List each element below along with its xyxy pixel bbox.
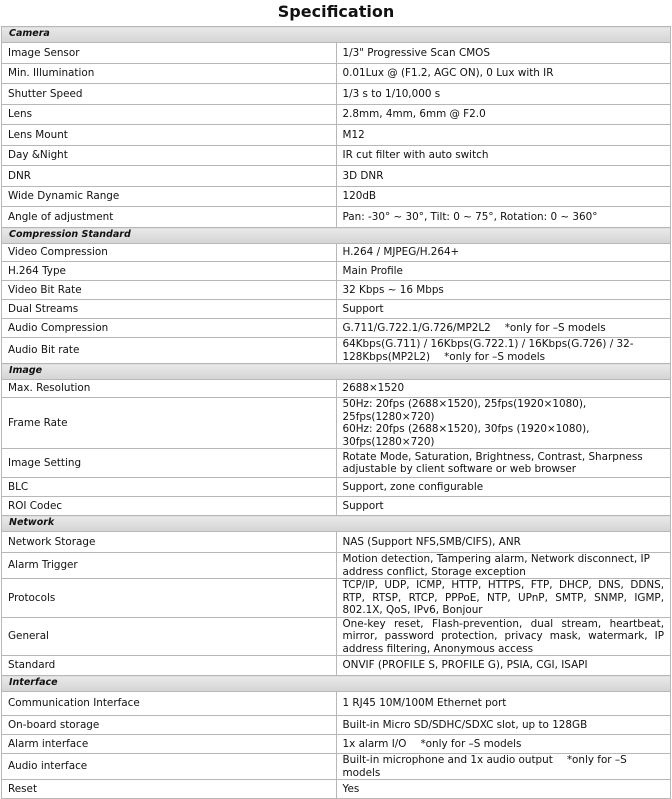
section-header-camera — [2, 27, 671, 43]
spec-value-cell — [336, 319, 671, 338]
spec-value: 1 RJ45 10M/100M Ethernet port — [342, 697, 507, 710]
spec-value: 0.01Lux @ (F1.2, AGC ON), 0 Lux with IR — [342, 67, 554, 80]
spec-value-cell — [336, 449, 671, 478]
spec-row — [2, 579, 671, 618]
spec-label: Angle of adjustment — [2, 207, 337, 228]
spec-label: Audio interface — [2, 754, 337, 780]
spec-row — [2, 617, 671, 656]
spec-value-cell — [336, 532, 671, 553]
spec-label: Dual Streams — [2, 300, 337, 319]
spec-label: Standard — [2, 656, 337, 676]
spec-label: DNR — [2, 166, 337, 187]
spec-label: Image Setting — [2, 449, 337, 478]
spec-value: Motion detection, Tampering alarm, Network disconnect, IP address conflict, Storage exception — [342, 553, 650, 578]
spec-value-cell — [336, 398, 671, 449]
spec-row — [2, 338, 671, 364]
spec-row — [2, 281, 671, 300]
spec-value-cell — [336, 43, 671, 64]
spec-row — [2, 656, 671, 676]
section-header-label: Image — [2, 364, 671, 380]
spec-value-cell — [336, 478, 671, 497]
spec-value-cell — [336, 262, 671, 281]
spec-label: Lens Mount — [2, 125, 337, 146]
section-header-label: Network — [2, 516, 671, 532]
section-header-interface — [2, 676, 671, 692]
spec-value-cell — [336, 338, 671, 364]
section-header-image — [2, 364, 671, 380]
spec-value-cell — [336, 617, 671, 656]
spec-row — [2, 319, 671, 338]
spec-value-cell — [336, 716, 671, 735]
spec-value: Support, zone configurable — [342, 480, 484, 493]
spec-value: Support — [342, 499, 384, 512]
spec-value-cell — [336, 187, 671, 207]
spec-label: Day &Night — [2, 146, 337, 166]
spec-label: Wide Dynamic Range — [2, 187, 337, 207]
spec-value-cell — [336, 754, 671, 780]
spec-value: IR cut filter with auto switch — [342, 149, 489, 162]
spec-row — [2, 754, 671, 780]
spec-label: Video Bit Rate — [2, 281, 337, 300]
spec-row — [2, 449, 671, 478]
spec-value: Support — [342, 302, 384, 315]
spec-row — [2, 146, 671, 166]
spec-label: Network Storage — [2, 532, 337, 553]
spec-value: 2688×1520 — [342, 382, 405, 395]
spec-row — [2, 125, 671, 146]
spec-row — [2, 398, 671, 449]
spec-label: Protocols — [2, 579, 337, 618]
spec-value: ONVIF (PROFILE S, PROFILE G), PSIA, CGI, ISAPI — [342, 659, 588, 672]
spec-value-cell — [336, 244, 671, 262]
spec-row — [2, 244, 671, 262]
spec-value-cell — [336, 692, 671, 716]
spec-row — [2, 692, 671, 716]
spec-value-cell — [336, 553, 671, 579]
spec-label: Shutter Speed — [2, 84, 337, 105]
spec-row — [2, 84, 671, 105]
spec-row — [2, 187, 671, 207]
spec-label: Video Compression — [2, 244, 337, 262]
spec-value: 3D DNR — [342, 169, 384, 182]
spec-label: Communication Interface — [2, 692, 337, 716]
spec-row — [2, 105, 671, 125]
spec-value: NAS (Support NFS,SMB/CIFS), ANR — [342, 535, 521, 548]
section-header-label: Camera — [2, 27, 671, 43]
spec-value: Main Profile — [342, 264, 403, 277]
spec-value-cell — [336, 105, 671, 125]
section-header-label: Compression Standard — [2, 228, 671, 244]
spec-row — [2, 380, 671, 398]
spec-row — [2, 207, 671, 228]
spec-row — [2, 532, 671, 553]
spec-value-cell — [336, 207, 671, 228]
spec-value: 2.8mm, 4mm, 6mm @ F2.0 — [342, 108, 486, 121]
spec-note: *only for –S models — [504, 321, 606, 334]
spec-label: Image Sensor — [2, 43, 337, 64]
spec-row — [2, 478, 671, 497]
spec-label: General — [2, 617, 337, 656]
spec-value: 1/3 s to 1/10,000 s — [342, 87, 441, 100]
spec-label: Audio Bit rate — [2, 338, 337, 364]
spec-value: Pan: -30° ~ 30°, Tilt: 0 ~ 75°, Rotation: 0 ~ 360° — [342, 210, 598, 223]
spec-value: TCP/IP, UDP, ICMP, HTTP, HTTPS, FTP, DHCP, DNS, DDNS, RTP, RTSP, RTCP, PPPoE, NTP, UPnP, SMTP, SNMP, IGMP, 802.1X, QoS, IPv6, Bonjour — [342, 579, 664, 616]
spec-label: Min. Illumination — [2, 64, 337, 84]
spec-note: *only for –S models — [342, 754, 627, 779]
specification-table — [1, 26, 671, 799]
spec-value: One-key reset, Flash-prevention, dual stream, heartbeat, mirror, password protection, privacy mask, watermark, IP address filtering, Anonymous access — [342, 617, 664, 655]
spec-label: Alarm Trigger — [2, 553, 337, 579]
spec-label: BLC — [2, 478, 337, 497]
spec-value: 1x alarm I/O — [342, 737, 407, 750]
spec-value: Yes — [342, 782, 360, 795]
spec-value: 64Kbps(G.711) / 16Kbps(G.722.1) / 16Kbps(G.726) / 32-128Kbps(MP2L2) — [342, 338, 634, 363]
spec-value: M12 — [342, 128, 365, 141]
spec-value: 1/3" Progressive Scan CMOS — [342, 46, 490, 59]
spec-note: *only for –S models — [444, 350, 546, 363]
spec-label: Frame Rate — [2, 398, 337, 449]
section-header-compression-standard — [2, 228, 671, 244]
spec-row — [2, 553, 671, 579]
spec-row — [2, 497, 671, 516]
spec-value: G.711/G.722.1/G.726/MP2L2 — [342, 321, 491, 334]
spec-row — [2, 735, 671, 754]
specification-table-body — [2, 27, 671, 799]
page-title: Specification — [277, 2, 395, 21]
spec-value: Rotate Mode, Saturation, Brightness, Contrast, Sharpness adjustable by client software or web browser — [342, 450, 643, 475]
spec-value: 120dB — [342, 190, 377, 203]
spec-row — [2, 262, 671, 281]
spec-value-cell — [336, 300, 671, 319]
spec-label: Lens — [2, 105, 337, 125]
spec-row — [2, 716, 671, 735]
spec-label: Audio Compression — [2, 319, 337, 338]
spec-value: 50Hz: 20fps (2688×1520), 25fps(1920×1080), 25fps(1280×720) — [342, 398, 587, 423]
spec-label: Max. Resolution — [2, 380, 337, 398]
spec-value-cell — [336, 579, 671, 618]
spec-value: Built-in microphone and 1x audio output — [342, 754, 553, 766]
section-header-network — [2, 516, 671, 532]
spec-row — [2, 43, 671, 64]
spec-value: H.264 / MJPEG/H.264+ — [342, 246, 460, 259]
spec-label: Reset — [2, 780, 337, 799]
spec-value-cell — [336, 780, 671, 799]
spec-row — [2, 300, 671, 319]
spec-value-cell — [336, 166, 671, 187]
spec-row — [2, 780, 671, 799]
section-header-label: Interface — [2, 676, 671, 692]
spec-row — [2, 166, 671, 187]
spec-value-cell — [336, 497, 671, 516]
spec-value-cell — [336, 281, 671, 300]
spec-value-cell — [336, 64, 671, 84]
spec-label: ROI Codec — [2, 497, 337, 516]
spec-row — [2, 64, 671, 84]
spec-label: Alarm interface — [2, 735, 337, 754]
spec-label: H.264 Type — [2, 262, 337, 281]
spec-value-line-2: 60Hz: 20fps (2688×1520), 30fps (1920×1080), 30fps(1280×720) — [342, 423, 590, 448]
spec-value-cell — [336, 735, 671, 754]
spec-note: *only for –S models — [420, 737, 522, 750]
spec-value-cell — [336, 125, 671, 146]
spec-label: On-board storage — [2, 716, 337, 735]
spec-value-cell — [336, 84, 671, 105]
spec-value: Built-in Micro SD/SDHC/SDXC slot, up to 128GB — [342, 718, 588, 731]
spec-value: 32 Kbps ~ 16 Mbps — [342, 283, 444, 296]
spec-value-cell — [336, 656, 671, 676]
spec-value-cell — [336, 146, 671, 166]
spec-value-cell — [336, 380, 671, 398]
